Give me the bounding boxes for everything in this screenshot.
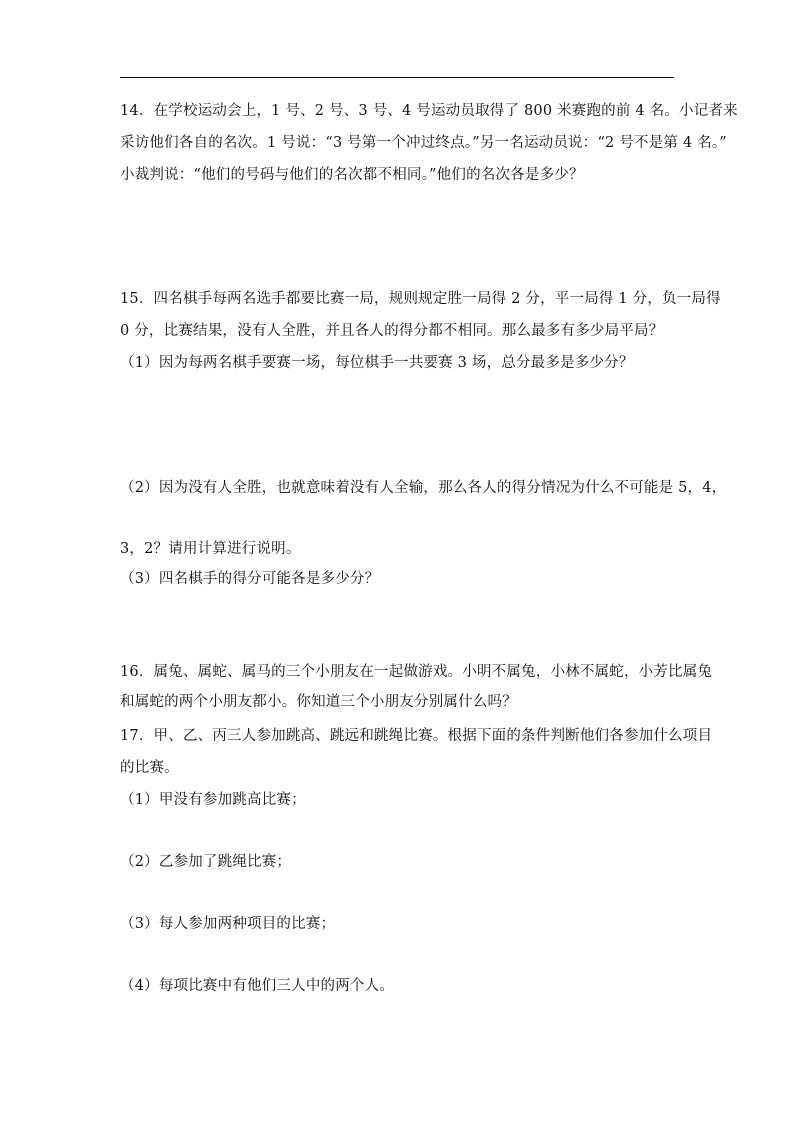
q17-condition-1: （1）甲没有参加跳高比赛； xyxy=(120,792,306,808)
q17-condition-3: （3）每人参加两种项目的比赛； xyxy=(120,916,336,932)
q14-line-2: 采访他们各自的名次。1 号说：“3 号第一个冲过终点。”另一名运动员说：“2 号不是第 4 名。” xyxy=(120,135,727,151)
q16-line-1: 16．属兔、属蛇、属马的三个小朋友在一起做游戏。小明不属兔，小林不属蛇，小芳比属兔 xyxy=(120,664,713,680)
q15-subquestion-1: （1）因为每两名棋手要赛一场，每位棋手一共要赛 3 场，总分最多是多少分？ xyxy=(120,355,634,371)
q17-line-2: 的比赛。 xyxy=(120,760,179,776)
q17-line-1: 17．甲、乙、丙三人参加跳高、跳远和跳绳比赛。根据下面的条件判断他们各参加什么项目 xyxy=(120,728,713,744)
q15-subquestion-2-line-1: （2）因为没有人全胜，也就意味着没有人全输，那么各人的得分情况为什么不可能是 5，4， xyxy=(120,480,727,496)
q15-subquestion-2-line-2: 3，2？请用计算进行说明。 xyxy=(120,541,301,557)
q14-line-3: 小裁判说：“他们的号码与他们的名次都不相同。”他们的名次各是多少？ xyxy=(120,167,584,183)
q15-line-2: 0 分，比赛结果，没有人全胜，并且各人的得分都不相同。那么最多有多少局平局？ xyxy=(120,323,664,339)
q14-line-1: 14．在学校运动会上，1 号、2 号、3 号、4 号运动员取得了 800 米赛跑的前 4 名。小记者来 xyxy=(120,103,738,119)
q15-line-1: 15．四名棋手每两名选手都要比赛一局，规则规定胜一局得 2 分，平一局得 1 分，负一局得 xyxy=(120,291,721,307)
q15-subquestion-3: （3）四名棋手的得分可能各是多少分？ xyxy=(120,571,380,587)
q16-line-2: 和属蛇的两个小朋友都小。你知道三个小朋友分别属什么吗？ xyxy=(120,694,517,710)
q17-condition-2: （2）乙参加了跳绳比赛； xyxy=(120,854,292,870)
q17-condition-4: （4）每项比赛中有他们三人中的两个人。 xyxy=(120,978,395,994)
header-rule xyxy=(120,77,674,78)
